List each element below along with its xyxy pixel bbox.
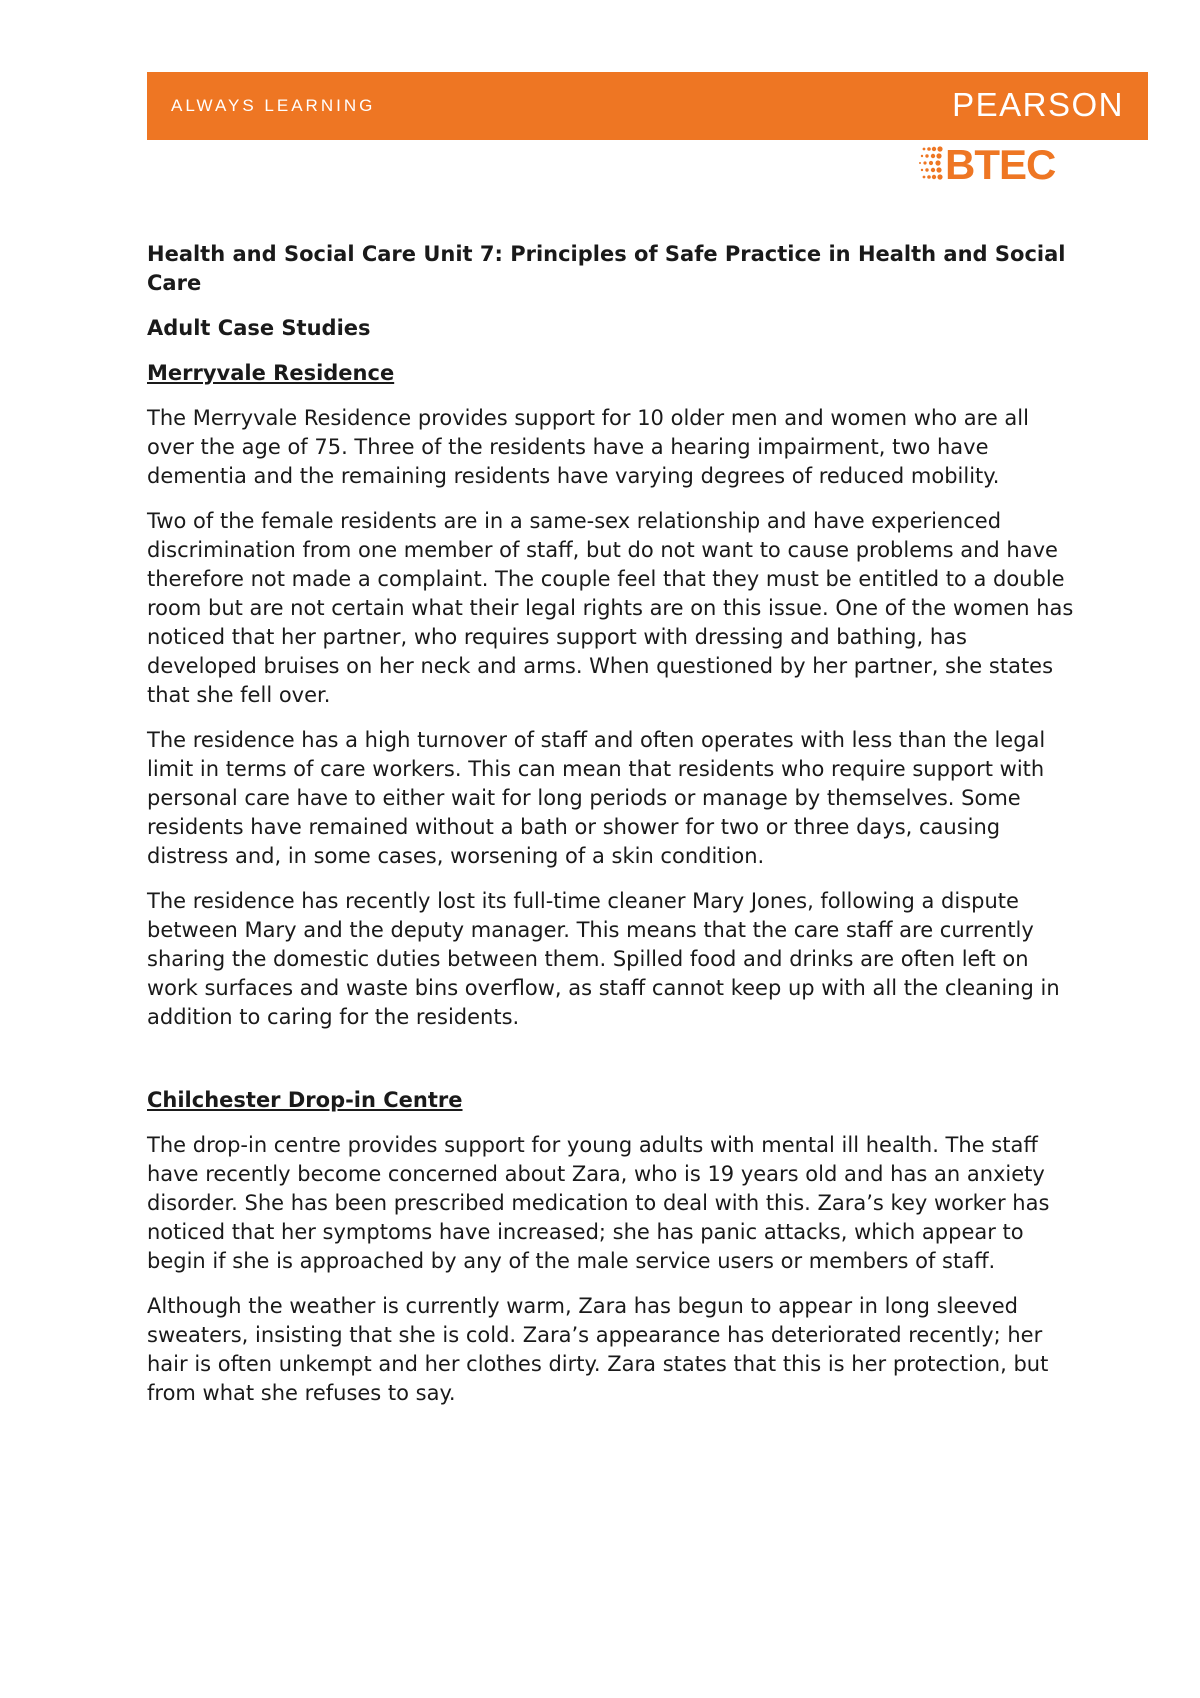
case-heading-chilchester: Chilchester Drop-in Centre (147, 1088, 463, 1112)
paragraph: The Merryvale Residence provides support for 10 older men and women who are all over the age of 75. Three of the residents have a hearing impairment, two have dementia and the remaining residents have varying degrees of reduced mobility. (147, 406, 1029, 488)
header-banner (147, 72, 1148, 140)
case-heading-merryvale: Merryvale Residence (147, 361, 395, 385)
paragraph: The residence has recently lost its full-time cleaner Mary Jones, following a dispute between Mary and the deputy manager. This means that the care staff are currently sharing the domestic duties between them. Spilled food and drinks are often left on work surfaces and waste bins overflow, as staff cannot keep up with all the cleaning in addition to caring for the residents. (147, 889, 1060, 1029)
document-body (147, 240, 1077, 1424)
paragraph: Two of the female residents are in a same-sex relationship and have experienced discrimination from one member of staff, but do not want to cause problems and have therefore not made a complaint. The couple feel that they must be entitled to a double room but are not certain what their legal rights are on this issue. One of the women has noticed that her partner, who requires support with dressing and bathing, has developed bruises on her neck and arms. When questioned by her partner, she states that she fell over. (147, 509, 1074, 707)
btec-dots-icon (918, 140, 946, 190)
spacer (147, 1048, 1077, 1086)
paragraph: The drop-in centre provides support for young adults with mental ill health. The staff have recently become concerned about Zara, who is 19 years old and has an anxiety disorder. She has been prescribed medication to deal with this. Zara’s key worker has noticed that her symptoms have increased; she has panic attacks, which appear to begin if she is approached by any of the male service users or members of staff. (147, 1133, 1050, 1273)
pearson-logo: PEARSON (952, 86, 1124, 123)
btec-logo (918, 140, 1068, 190)
paragraph: The residence has a high turnover of staff and often operates with less than the legal limit in terms of care workers. This can mean that residents who require support with personal care have to either wait for long periods or manage by themselves. Some residents have remained without a bath or shower for two or three days, causing distress and, in some cases, worsening of a skin condition. (147, 728, 1046, 868)
btec-wordmark: BTEC (945, 141, 1056, 188)
tagline: ALWAYS LEARNING (171, 96, 376, 115)
section-heading: Adult Case Studies (147, 316, 371, 340)
document-title: Health and Social Care Unit 7: Principles of Safe Practice in Health and Social Care (147, 242, 1066, 295)
paragraph: Although the weather is currently warm, Zara has begun to appear in long sleeved sweaters, insisting that she is cold. Zara’s appearance has deteriorated recently; her hair is often unkempt and her clothes dirty. Zara states that this is her protection, but from what she refuses to say. (147, 1294, 1049, 1405)
